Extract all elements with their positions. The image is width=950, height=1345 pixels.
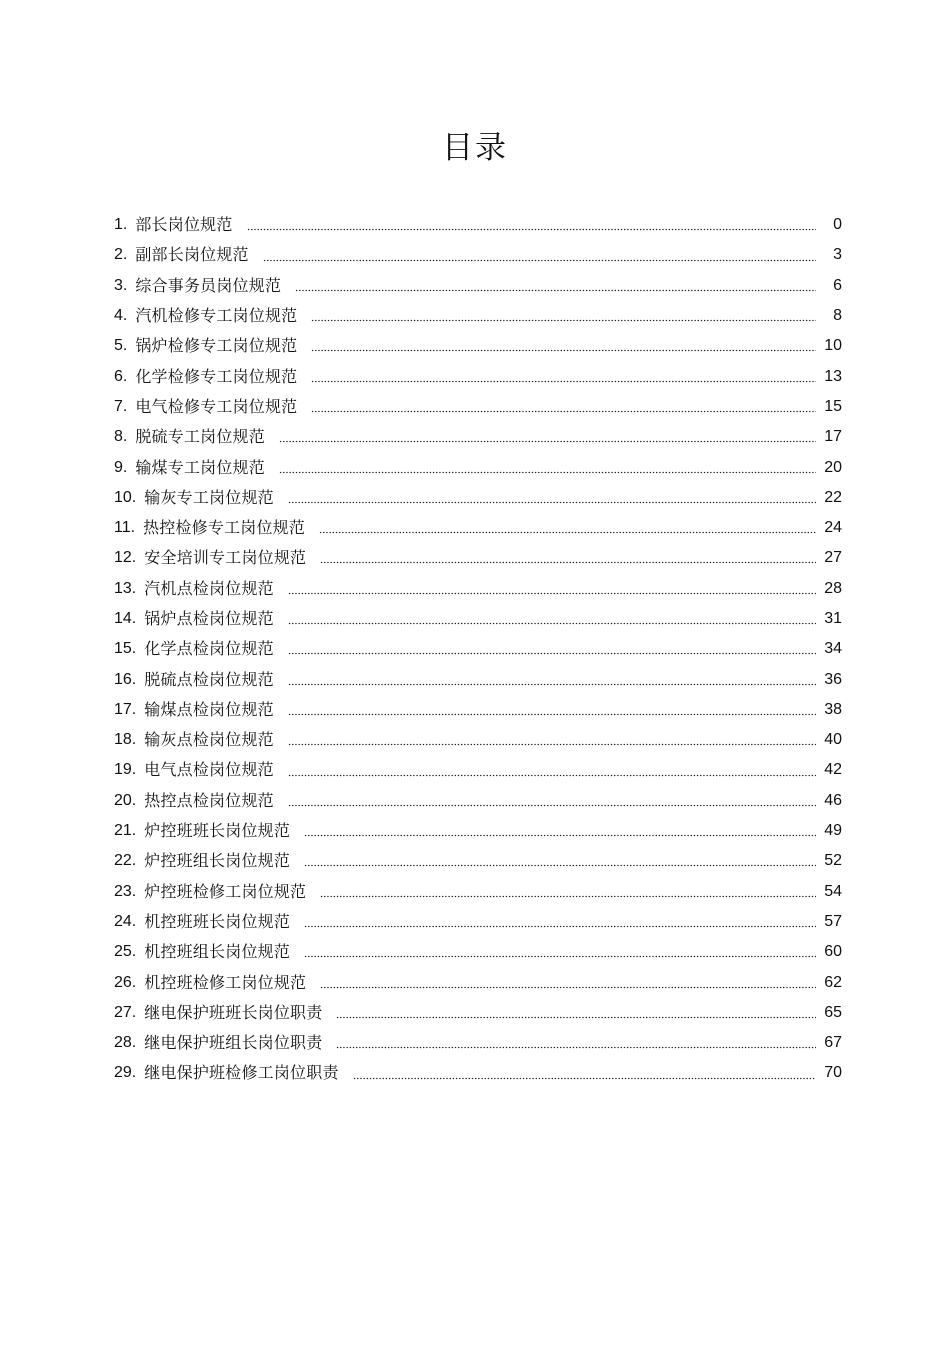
toc-entry-title[interactable]: 继电保护班组长岗位职责 (144, 1033, 323, 1053)
toc-page-number[interactable]: 70 (824, 1064, 842, 1082)
toc-entry[interactable] (114, 604, 842, 634)
toc-entry-number: 29. (114, 1064, 137, 1082)
toc-entry[interactable] (114, 846, 842, 876)
toc-entry-title[interactable]: 部长岗位规范 (135, 215, 233, 235)
toc-dot-leader (311, 394, 816, 424)
toc-entry-title[interactable]: 炉控班组长岗位规范 (144, 851, 291, 871)
toc-dot-leader (304, 818, 816, 848)
toc-entry[interactable] (114, 574, 842, 604)
toc-entry-title[interactable]: 机控班检修工岗位规范 (144, 972, 307, 992)
toc-entry[interactable] (114, 271, 842, 301)
toc-dot-leader (288, 727, 816, 757)
toc-entry-title[interactable]: 输灰点检岗位规范 (144, 730, 274, 750)
toc-page-number[interactable]: 10 (824, 337, 842, 355)
toc-entry-number: 8. (114, 428, 128, 446)
toc-dot-leader (288, 636, 816, 666)
toc-entry[interactable] (114, 452, 842, 482)
toc-entry[interactable] (114, 240, 842, 270)
toc-entry[interactable] (114, 331, 842, 361)
toc-entry-number: 20. (114, 791, 137, 809)
toc-dot-leader (311, 364, 816, 394)
toc-entry-title[interactable]: 安全培训专工岗位规范 (144, 548, 307, 568)
toc-dot-leader (311, 303, 816, 333)
toc-page-number[interactable]: 38 (824, 700, 842, 718)
toc-page-number[interactable]: 40 (824, 731, 842, 749)
toc-entry[interactable] (114, 816, 842, 846)
toc-entry-number: 18. (114, 731, 137, 749)
toc-entry[interactable] (114, 937, 842, 967)
toc-dot-leader (353, 1060, 816, 1090)
toc-entry-number: 21. (114, 822, 137, 840)
toc-entry-number: 2. (114, 246, 128, 264)
toc-page-number[interactable]: 8 (833, 307, 842, 325)
toc-entry-title[interactable]: 锅炉检修专工岗位规范 (135, 336, 298, 356)
toc-entry[interactable] (114, 695, 842, 725)
toc-entry[interactable] (114, 725, 842, 755)
toc-entry[interactable] (114, 543, 842, 573)
toc-dot-leader (279, 455, 816, 485)
toc-dot-leader (288, 576, 816, 606)
toc-page-number[interactable]: 0 (833, 216, 842, 234)
toc-entry-title[interactable]: 输煤点检岗位规范 (144, 699, 274, 719)
toc-entry[interactable] (114, 1028, 842, 1058)
toc-entry-title[interactable]: 电气点检岗位规范 (144, 760, 274, 780)
toc-page-number[interactable]: 15 (824, 397, 842, 415)
toc-entry-title[interactable]: 锅炉点检岗位规范 (144, 609, 274, 628)
toc-dot-leader (263, 242, 816, 272)
toc-dot-leader (288, 606, 816, 636)
toc-entry[interactable] (114, 483, 842, 513)
toc-entry-number: 12. (114, 549, 137, 567)
toc-page-number[interactable]: 62 (824, 973, 842, 991)
toc-entry[interactable] (114, 998, 842, 1028)
toc-entry[interactable] (114, 1058, 842, 1088)
toc-entry-title[interactable]: 化学检修专工岗位规范 (135, 366, 298, 386)
toc-entry-title[interactable]: 副部长岗位规范 (135, 245, 249, 265)
toc-entry[interactable] (114, 907, 842, 937)
toc-dot-leader (288, 697, 816, 727)
toc-entry-number: 23. (114, 882, 137, 900)
toc-page-number[interactable]: 17 (824, 428, 842, 446)
toc-entry-title[interactable]: 热控检修专工岗位规范 (143, 518, 306, 538)
toc-dot-leader (336, 1030, 816, 1060)
toc-page-number[interactable]: 34 (824, 640, 842, 658)
toc-entry-title[interactable]: 炉控班检修工岗位规范 (144, 881, 307, 901)
toc-entry-number: 14. (114, 610, 137, 627)
toc-entry-title[interactable]: 继电保护班检修工岗位职责 (144, 1063, 339, 1083)
toc-page-number[interactable]: 52 (824, 852, 842, 870)
toc-entry[interactable] (114, 392, 842, 422)
toc-dot-leader (288, 667, 816, 697)
toc-entry-number: 6. (114, 367, 128, 385)
toc-entry-title[interactable]: 输灰专工岗位规范 (144, 487, 274, 507)
toc-dot-leader (295, 273, 816, 303)
toc-entry-title[interactable]: 汽机检修专工岗位规范 (135, 306, 298, 326)
toc-entry-title[interactable]: 脱硫专工岗位规范 (135, 427, 265, 447)
toc-entry-title[interactable]: 综合事务员岗位规范 (135, 275, 282, 295)
toc-dot-leader (319, 515, 816, 545)
toc-entry[interactable] (114, 422, 842, 452)
toc-page-number[interactable]: 46 (824, 791, 842, 809)
toc-page-number[interactable]: 27 (824, 549, 842, 567)
toc-page-number[interactable]: 42 (824, 761, 842, 779)
toc-entry-number: 27. (114, 1003, 137, 1021)
toc-dot-leader (304, 848, 816, 878)
toc-entry-number: 15. (114, 640, 137, 658)
toc-entry-title[interactable]: 机控班班长岗位规范 (144, 911, 291, 931)
toc-entry-title[interactable]: 输煤专工岗位规范 (135, 457, 265, 477)
toc-page-number[interactable]: 20 (824, 458, 842, 476)
toc-entry[interactable] (114, 755, 842, 785)
toc-entry-number: 7. (114, 397, 128, 415)
page-title: 目录 (442, 130, 508, 166)
toc-page-number[interactable]: 65 (824, 1003, 842, 1021)
toc-dot-leader (288, 757, 816, 787)
toc-entry-number: 25. (114, 943, 137, 961)
toc-entry-number: 3. (114, 276, 128, 294)
toc-entry-title[interactable]: 汽机点检岗位规范 (144, 578, 274, 598)
toc-entry-title[interactable]: 电气检修专工岗位规范 (135, 396, 298, 416)
toc-entry-number: 19. (114, 761, 137, 779)
table-of-contents (114, 210, 842, 1089)
toc-dot-leader (320, 545, 816, 575)
toc-page-number[interactable]: 24 (824, 519, 842, 537)
toc-page-number[interactable]: 57 (824, 912, 842, 930)
toc-page-number[interactable]: 3 (833, 246, 842, 264)
toc-entry-number: 16. (114, 670, 137, 688)
toc-page-number[interactable]: 13 (824, 367, 842, 385)
toc-dot-leader (304, 909, 816, 939)
toc-entry-number: 9. (114, 458, 128, 476)
toc-entry[interactable] (114, 967, 842, 997)
toc-dot-leader (279, 424, 816, 454)
toc-entry-number: 13. (114, 579, 137, 597)
toc-entry[interactable] (114, 210, 842, 240)
toc-entry-number: 26. (114, 973, 137, 991)
toc-entry-number: 10. (114, 488, 137, 506)
toc-entry-title[interactable]: 热控点检岗位规范 (144, 790, 274, 810)
toc-page-number[interactable]: 36 (824, 670, 842, 688)
toc-entry-number: 11. (114, 519, 136, 537)
toc-dot-leader (288, 788, 816, 818)
toc-entry-title[interactable]: 化学点检岗位规范 (144, 639, 274, 659)
toc-dot-leader (336, 1000, 816, 1030)
toc-entry[interactable] (114, 786, 842, 816)
toc-dot-leader (320, 879, 816, 909)
toc-entry-title[interactable]: 机控班组长岗位规范 (144, 942, 291, 962)
toc-entry-number: 4. (114, 307, 128, 325)
toc-dot-leader (311, 333, 816, 363)
toc-entry[interactable] (114, 634, 842, 664)
toc-entry-title[interactable]: 脱硫点检岗位规范 (144, 669, 274, 689)
toc-entry-title[interactable]: 炉控班班长岗位规范 (144, 821, 291, 841)
toc-entry-number: 24. (114, 912, 137, 930)
toc-entry[interactable] (114, 361, 842, 391)
toc-page-number[interactable]: 60 (824, 943, 842, 961)
toc-entry[interactable] (114, 877, 842, 907)
toc-page-number[interactable]: 22 (824, 488, 842, 506)
toc-dot-leader (320, 970, 816, 1000)
toc-page-number[interactable]: 6 (833, 276, 842, 294)
toc-entry-number: 17. (114, 700, 137, 718)
toc-dot-leader (288, 485, 816, 515)
toc-dot-leader (304, 939, 816, 969)
toc-entry-number: 5. (114, 337, 128, 355)
toc-page-number[interactable]: 54 (824, 882, 842, 900)
toc-dot-leader (247, 212, 816, 242)
toc-page-number[interactable]: 49 (824, 822, 842, 840)
toc-entry[interactable] (114, 301, 842, 331)
toc-page-number[interactable]: 67 (824, 1034, 842, 1052)
toc-entry-number: 28. (114, 1034, 137, 1052)
toc-entry-title[interactable]: 继电保护班班长岗位职责 (144, 1002, 323, 1022)
toc-entry-number: 1. (114, 216, 128, 234)
toc-page-number[interactable]: 31 (824, 610, 842, 627)
toc-entry[interactable] (114, 513, 842, 543)
toc-page-number[interactable]: 28 (824, 579, 842, 597)
toc-entry[interactable] (114, 664, 842, 694)
toc-entry-number: 22. (114, 852, 137, 870)
